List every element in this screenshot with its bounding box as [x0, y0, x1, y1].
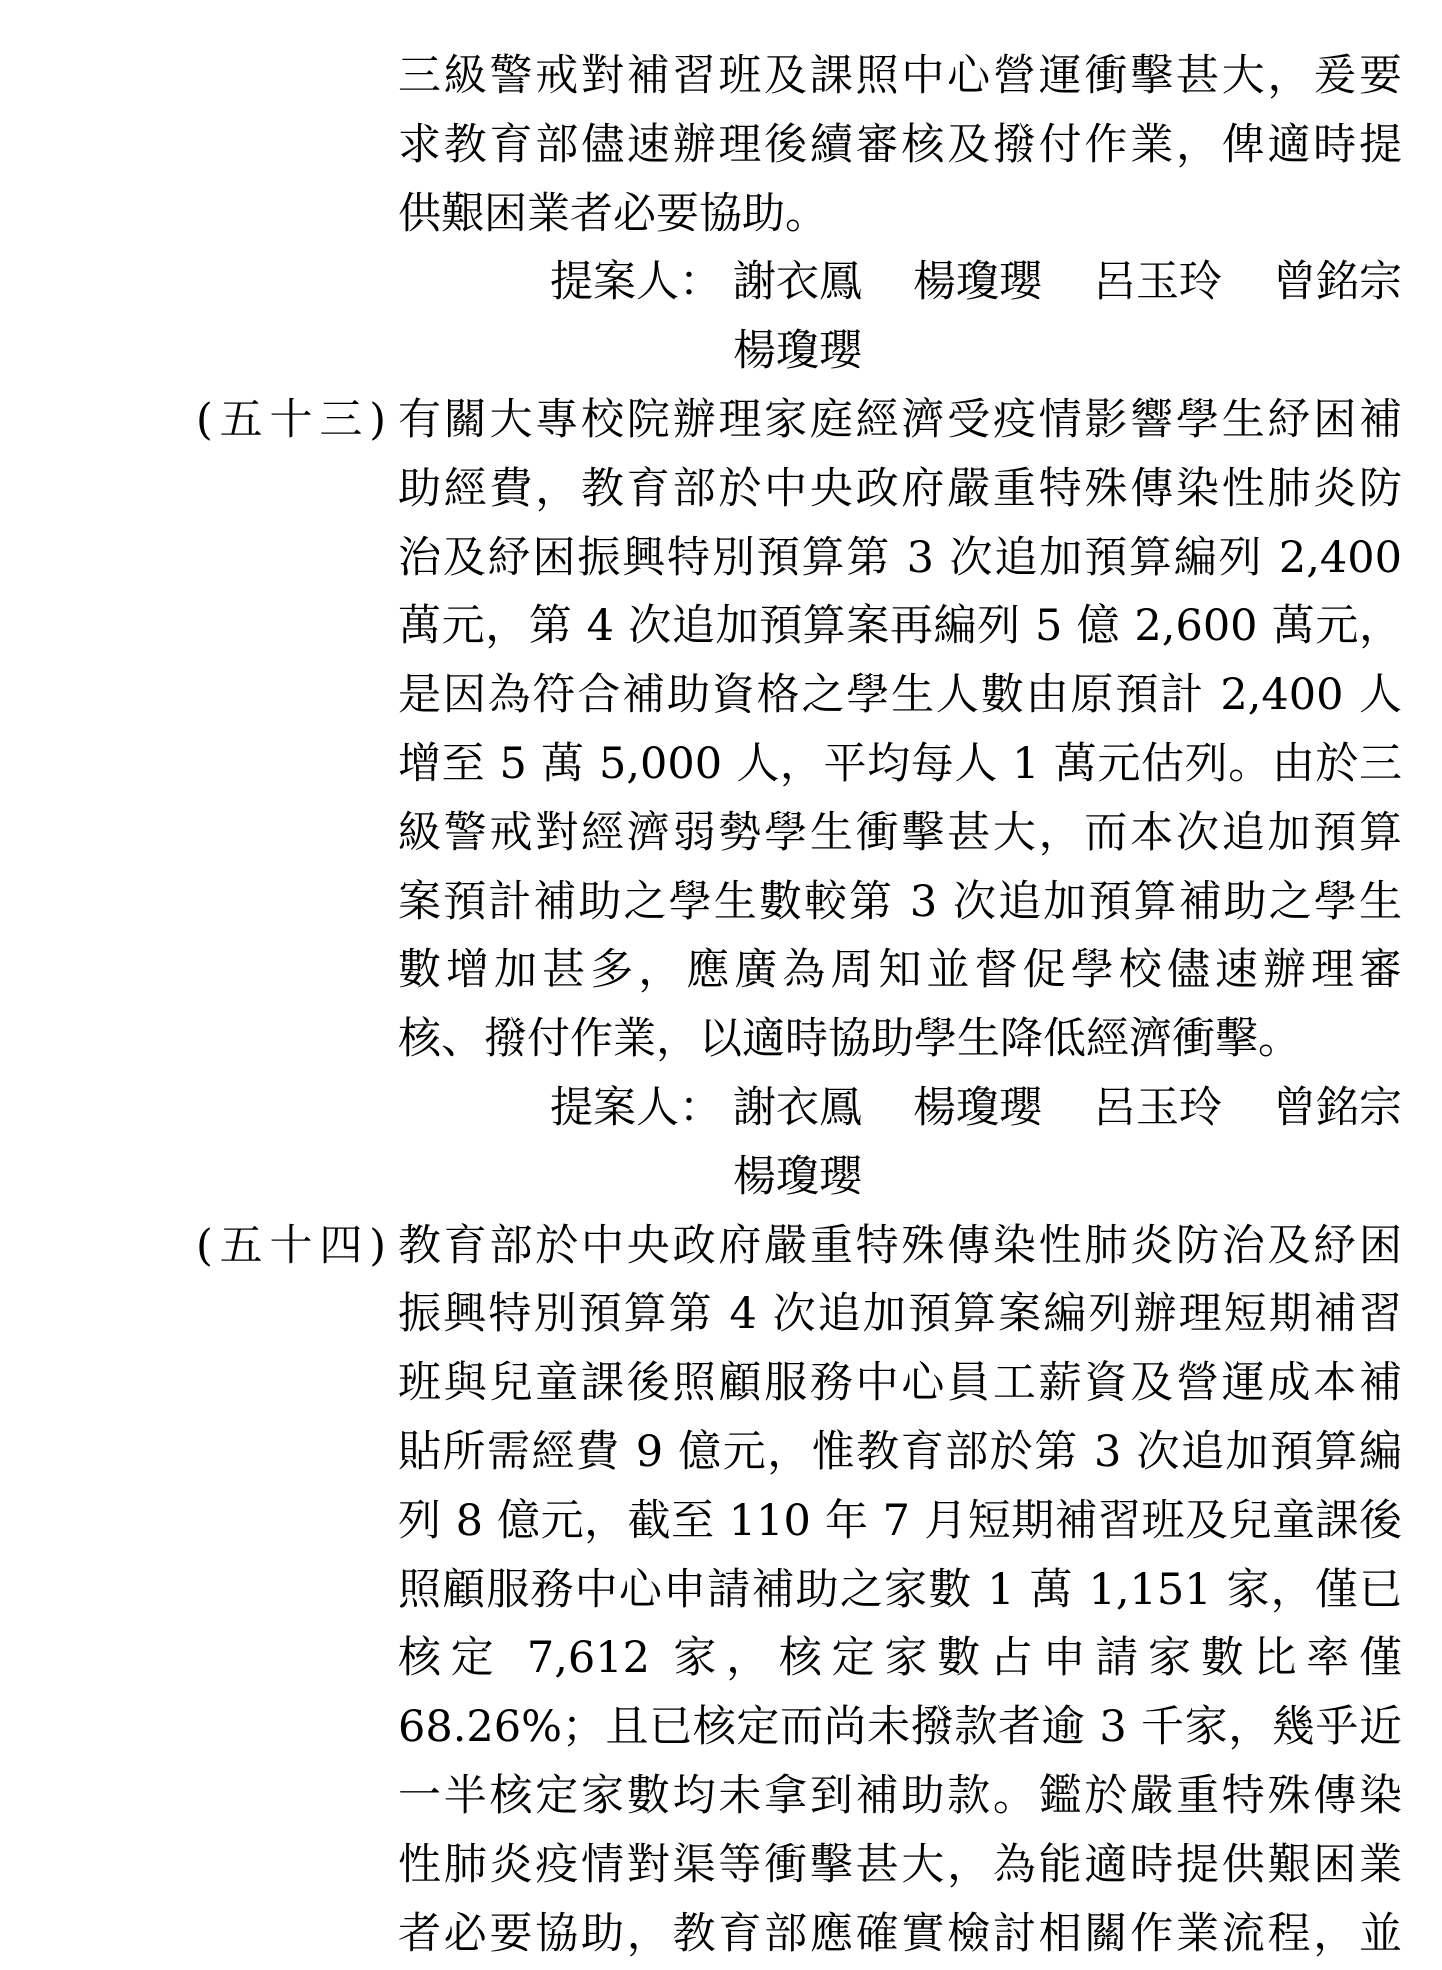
proposer-name: 謝衣鳳 [733, 257, 862, 308]
text-line-text: 三級警戒對補習班及課照中心營運衝擊甚大，爰要 [398, 51, 1402, 101]
text-line [0, 1005, 1442, 1074]
text-line [0, 1349, 1442, 1418]
item-number: (五十三) [196, 394, 386, 445]
text-line-text: 是因為符合補助資格之學生人數由原預計 2,400 人 [398, 670, 1402, 721]
text-line [0, 1212, 1442, 1281]
text-line [0, 386, 1442, 455]
text-line-text: 性肺炎疫情對渠等衝擊甚大，為能適時提供艱困業 [398, 1839, 1402, 1890]
text-line-text: 一半核定家數均未拿到補助款。鑑於嚴重特殊傳染 [398, 1770, 1402, 1821]
item-number: (五十四) [196, 1220, 386, 1271]
text-line [0, 1831, 1442, 1900]
document-body [0, 42, 1442, 1968]
text-line-text: 數增加甚多，應廣為周知並督促學校儘速辦理審 [398, 945, 1402, 996]
continued-paragraph [0, 42, 1442, 248]
text-line-text: 級警戒對經濟弱勢學生衝擊甚大，而本次追加預算 [398, 807, 1402, 858]
text-line [0, 1556, 1442, 1625]
proposer-name: 謝衣鳳 [733, 1082, 862, 1133]
proposer-name: 呂玉玲 [1093, 1082, 1222, 1133]
proposers-block [0, 248, 1442, 386]
text-line-text: 供艱困業者必要協助。 [398, 188, 828, 239]
text-line-text: 治及紓困振興特別預算第 3 次追加預算編列 2,400 [398, 532, 1402, 583]
proposer-names [733, 248, 1402, 386]
text-line [0, 1280, 1442, 1349]
proposer-name: 楊瓊瓔 [733, 1151, 862, 1202]
text-line-text: 案預計補助之學生數較第 3 次追加預算補助之學生 [398, 876, 1402, 927]
text-line [0, 42, 1442, 111]
proposer-label: 提案人： [550, 257, 722, 308]
text-line-text: 求教育部儘速辦理後續審核及撥付作業，俾適時提 [398, 119, 1402, 170]
text-line [0, 1487, 1442, 1556]
text-line-text: 列 8 億元，截至 110 年 7 月短期補習班及兒童課後 [398, 1495, 1402, 1546]
text-line [0, 1624, 1442, 1693]
proposer-name: 楊瓊瓔 [913, 1082, 1042, 1133]
proposers-block [0, 1074, 1442, 1212]
text-line-text: 班與兒童課後照顧服務中心員工薪資及營運成本補 [398, 1358, 1402, 1409]
item-54 [0, 1212, 1442, 1969]
text-line [0, 1693, 1442, 1762]
text-line [0, 180, 1442, 249]
text-line [0, 592, 1442, 661]
proposer-name: 楊瓊瓔 [733, 326, 862, 377]
text-line-text: 核定 7,612 家，核定家數占申請家數比率僅 [398, 1633, 1402, 1684]
text-line [0, 524, 1442, 593]
text-line-text: 68.26%；且已核定而尚未撥款者逾 3 千家，幾乎近 [398, 1702, 1402, 1753]
proposer-name: 曾銘宗 [1273, 257, 1402, 308]
text-line [0, 661, 1442, 730]
text-line [0, 868, 1442, 937]
item-53 [0, 386, 1442, 1074]
text-line-text: 核、撥付作業，以適時協助學生降低經濟衝擊。 [398, 1014, 1301, 1065]
text-line-text: 貼所需經費 9 億元，惟教育部於第 3 次追加預算編 [398, 1426, 1402, 1477]
text-line [0, 1762, 1442, 1831]
text-line [0, 111, 1442, 180]
text-line [0, 799, 1442, 868]
proposer-name: 呂玉玲 [1093, 257, 1222, 308]
text-line-text: 萬元，第 4 次追加預算案再編列 5 億 2,600 萬元， [398, 601, 1402, 652]
text-line-text: 有關大專校院辦理家庭經濟受疫情影響學生紓困補 [398, 394, 1402, 445]
proposer-names [733, 1074, 1402, 1212]
text-line [0, 936, 1442, 1005]
proposer-name: 楊瓊瓔 [913, 257, 1042, 308]
text-line-text: 增至 5 萬 5,000 人，平均每人 1 萬元估列。由於三 [398, 738, 1402, 789]
text-line [0, 1900, 1442, 1969]
text-line [0, 455, 1442, 524]
text-line-text: 助經費，教育部於中央政府嚴重特殊傳染性肺炎防 [398, 463, 1402, 514]
text-line-text: 照顧服務中心申請補助之家數 1 萬 1,151 家，僅已 [398, 1564, 1402, 1615]
text-line-text: 振興特別預算第 4 次追加預算案編列辦理短期補習 [398, 1289, 1402, 1340]
proposer-label: 提案人： [550, 1082, 722, 1133]
text-line [0, 1418, 1442, 1487]
text-line-text: 者必要協助，教育部應確實檢討相關作業流程，並 [398, 1908, 1402, 1959]
text-line-text: 教育部於中央政府嚴重特殊傳染性肺炎防治及紓困 [398, 1220, 1402, 1271]
proposer-name: 曾銘宗 [1273, 1082, 1402, 1133]
text-line [0, 730, 1442, 799]
